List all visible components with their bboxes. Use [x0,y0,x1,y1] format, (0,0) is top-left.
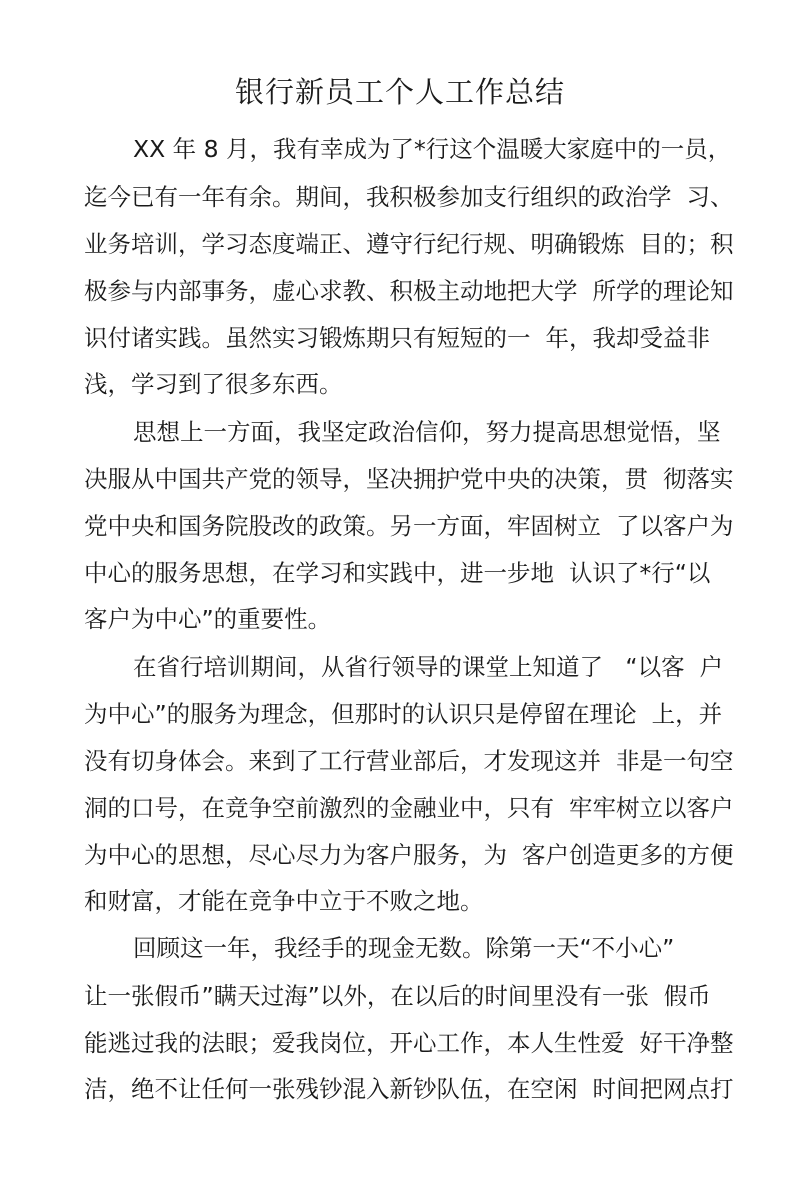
document-title: 银行新员工个人工作总结 [234,75,565,109]
paragraph-1-line-4: 极参与内部事务，虚心求教、积极主动地把大学 所学的理论知 [84,277,734,305]
paragraph-1-line-3: 业务培训，学习态度端正、遵守行纪行规、明确锻炼 目的；积 [84,230,734,258]
paragraph-2-line-5: 客户为中心”的重要性。 [84,605,332,633]
paragraph-4-line-2: 让一张假币”瞒天过海”以外，在以后的时间里没有一张 假币 [84,982,711,1010]
paragraph-3-line-4: 洞的口号，在竞争空前激烈的金融业中，只有 牢牢树立以客户 [84,794,734,822]
paragraph-1-line-1: XX 年 8 月，我有幸成为了*行这个温暖大家庭中的一员， [133,135,732,163]
paragraph-4-line-4: 洁，绝不让任何一张残钞混入新钞队伍，在空闲 时间把网点打 [84,1075,734,1103]
paragraph-2-line-4: 中心的服务思想，在学习和实践中，进一步地 认识了*行“以 [84,559,711,587]
paragraph-2-line-3: 党中央和国务院股改的政策。另一方面，牢固树立 了以客户为 [84,512,734,540]
paragraph-3-line-6: 和财富，才能在竞争中立于不败之地。 [84,887,484,915]
paragraph-1-line-6: 浅，学习到了很多东西。 [84,370,343,398]
paragraph-3-line-2: 为中心”的服务为理念，但那时的认识只是停留在理论 上，并 [84,700,723,728]
paragraph-4-line-1: 回顾这一年，我经手的现金无数。除第一天“不小心” [133,934,675,962]
paragraph-1-line-5: 识付诸实践。虽然实习锻炼期只有短短的一 年，我却受益非 [84,324,710,352]
paragraph-3-line-1: 在省行培训期间，从省行领导的课堂上知道了 “以客 户 [133,653,724,681]
paragraph-1-line-2: 迄今已有一年有余。期间，我积极参加支行组织的政治学 习、 [84,183,734,211]
paragraph-2-line-1: 思想上一方面，我坚定政治信仰，努力提高思想觉悟，坚 [133,418,721,446]
paragraph-4-line-3: 能逃过我的法眼；爱我岗位，开心工作，本人生性爱 好干净整 [84,1029,734,1057]
paragraph-3-line-5: 为中心的思想，尽心尽力为客户服务，为 客户创造更多的方便 [84,841,734,869]
paragraph-2-line-2: 决服从中国共产党的领导，坚决拥护党中央的决策，贯 彻落实 [84,465,734,493]
paragraph-3-line-3: 没有切身体会。来到了工行营业部后，才发现这并 非是一句空 [84,747,734,775]
